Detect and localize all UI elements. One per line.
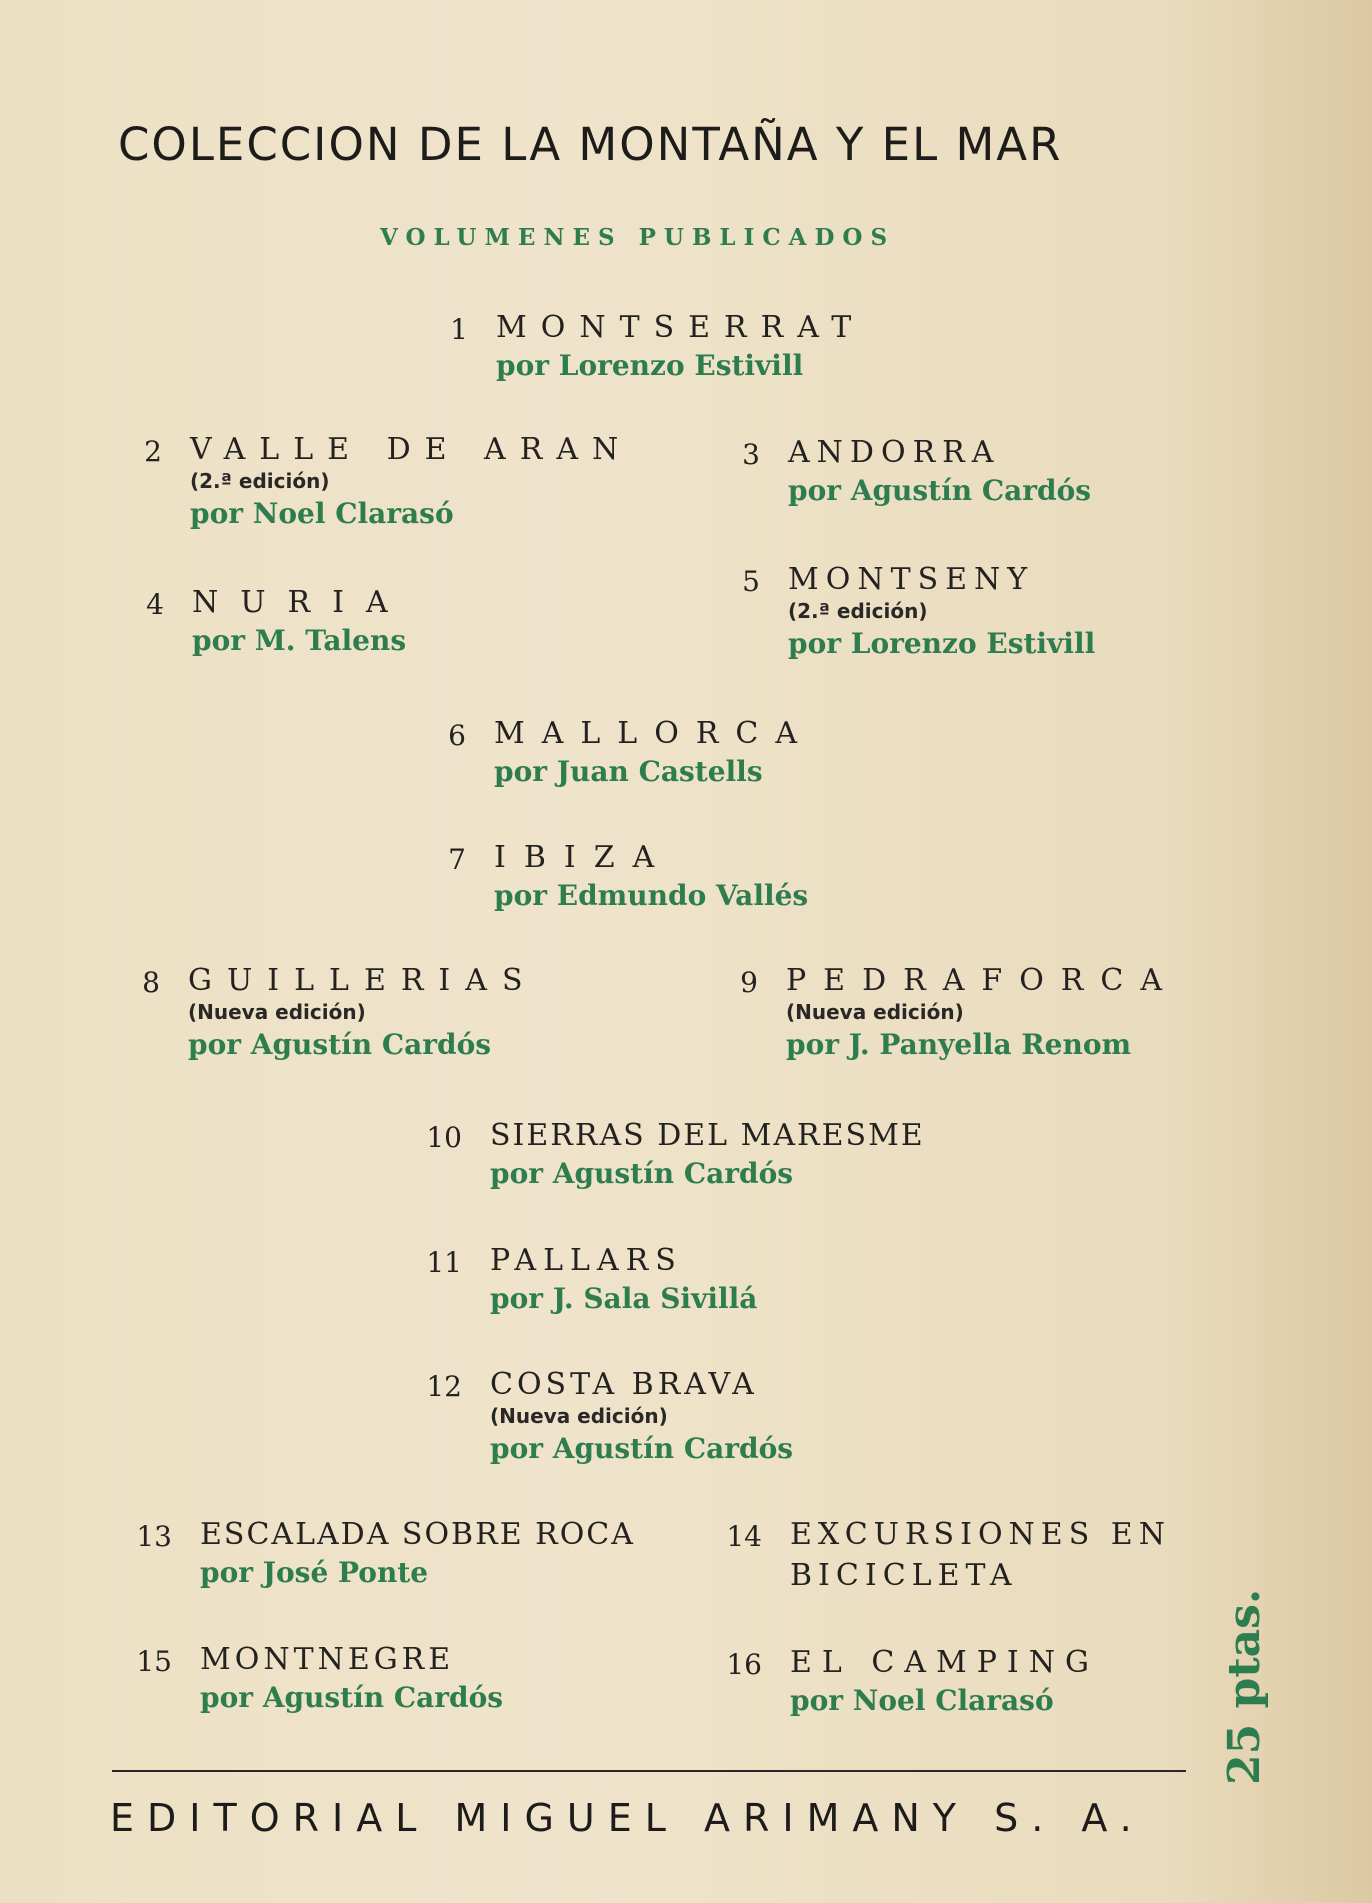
- volume-entry-9: [740, 963, 1180, 1061]
- volume-entry-7: [448, 840, 809, 912]
- page-title: COLECCION DE LA MONTAÑA Y EL MAR: [118, 118, 1063, 171]
- volume-title: MONTSENY: [788, 562, 1035, 597]
- volume-author: por Agustín Cardós: [788, 474, 1092, 507]
- volume-edition: (2.ª edición): [190, 469, 330, 493]
- volume-author: por Edmundo Vallés: [494, 879, 809, 912]
- volume-edition: (Nueva edición): [490, 1404, 668, 1428]
- volume-author: por Agustín Cardós: [490, 1432, 794, 1465]
- volume-title: EL CAMPING: [790, 1645, 1099, 1680]
- volume-number: 2: [144, 435, 162, 468]
- volume-title: MONTNEGRE: [200, 1642, 455, 1677]
- volume-number: 16: [726, 1648, 762, 1681]
- volume-number: 15: [136, 1645, 172, 1678]
- volume-entry-5: [742, 562, 1096, 660]
- volume-entry-13: [136, 1517, 635, 1589]
- volume-entry-1: [450, 310, 866, 382]
- volume-entry-11: [426, 1243, 758, 1315]
- volume-author: por Lorenzo Estivill: [788, 627, 1096, 660]
- volume-number: 9: [740, 966, 758, 999]
- volume-author: por Agustín Cardós: [188, 1028, 492, 1061]
- volume-entry-6: [448, 716, 815, 788]
- volume-author: por José Ponte: [200, 1556, 429, 1589]
- volume-title: EXCURSIONES EN: [790, 1517, 1171, 1552]
- volume-title: VALLE DE ARAN: [190, 432, 633, 467]
- volume-title: GUILLERIAS: [188, 963, 538, 998]
- volume-number: 8: [142, 966, 160, 999]
- volume-title: ESCALADA SOBRE ROCA: [200, 1517, 635, 1552]
- volume-title: MONTSERRAT: [496, 310, 866, 345]
- volume-entry-14: [726, 1517, 1171, 1593]
- volume-entry-2: [144, 432, 633, 530]
- volume-author: por Lorenzo Estivill: [496, 349, 804, 382]
- volume-title: NURIA: [192, 585, 410, 620]
- volume-entry-8: [142, 963, 538, 1061]
- volume-entry-10: [426, 1118, 925, 1190]
- volume-title-line-2: BICICLETA: [790, 1558, 1018, 1593]
- volume-author: por Noel Clarasó: [190, 497, 454, 530]
- volume-entry-12: [426, 1367, 794, 1465]
- section-subtitle: VOLUMENES PUBLICADOS: [380, 224, 896, 251]
- volume-title: PEDRAFORCA: [786, 963, 1180, 998]
- volume-author: por J. Sala Sivillá: [490, 1282, 758, 1315]
- volume-entry-4: [146, 585, 410, 657]
- volume-author: por Juan Castells: [494, 755, 763, 788]
- volume-author: por Noel Clarasó: [790, 1684, 1054, 1717]
- volume-title: IBIZA: [494, 840, 673, 875]
- volume-title: COSTA BRAVA: [490, 1367, 758, 1402]
- volume-number: 6: [448, 719, 466, 752]
- volume-number: 11: [426, 1246, 462, 1279]
- volume-entry-3: [742, 435, 1092, 507]
- volume-entry-16: [726, 1645, 1099, 1717]
- volume-author: por M. Talens: [192, 624, 407, 657]
- volume-title: SIERRAS DEL MARESME: [490, 1118, 925, 1153]
- volume-number: 1: [450, 313, 468, 346]
- price-label: 25 ptas.: [1219, 1588, 1270, 1785]
- volume-author: por Agustín Cardós: [200, 1681, 504, 1714]
- volume-author: por J. Panyella Renom: [786, 1028, 1132, 1061]
- volume-edition: (Nueva edición): [786, 1000, 964, 1024]
- volume-entry-15: [136, 1642, 504, 1714]
- volume-number: 14: [726, 1520, 762, 1553]
- volume-author: por Agustín Cardós: [490, 1157, 794, 1190]
- volume-edition: (2.ª edición): [788, 599, 928, 623]
- volume-number: 13: [136, 1520, 172, 1553]
- volume-number: 10: [426, 1121, 462, 1154]
- volume-title: ANDORRA: [788, 435, 1001, 470]
- volume-number: 4: [146, 588, 164, 621]
- volume-number: 7: [448, 843, 466, 876]
- volume-number: 12: [426, 1370, 462, 1403]
- publisher-name: EDITORIAL MIGUEL ARIMANY S. A.: [110, 1796, 1145, 1840]
- volume-title: MALLORCA: [494, 716, 815, 751]
- footer-divider: [112, 1770, 1186, 1772]
- volume-number: 3: [742, 438, 760, 471]
- volume-edition: (Nueva edición): [188, 1000, 366, 1024]
- volume-number: 5: [742, 565, 760, 598]
- volume-title: PALLARS: [490, 1243, 683, 1278]
